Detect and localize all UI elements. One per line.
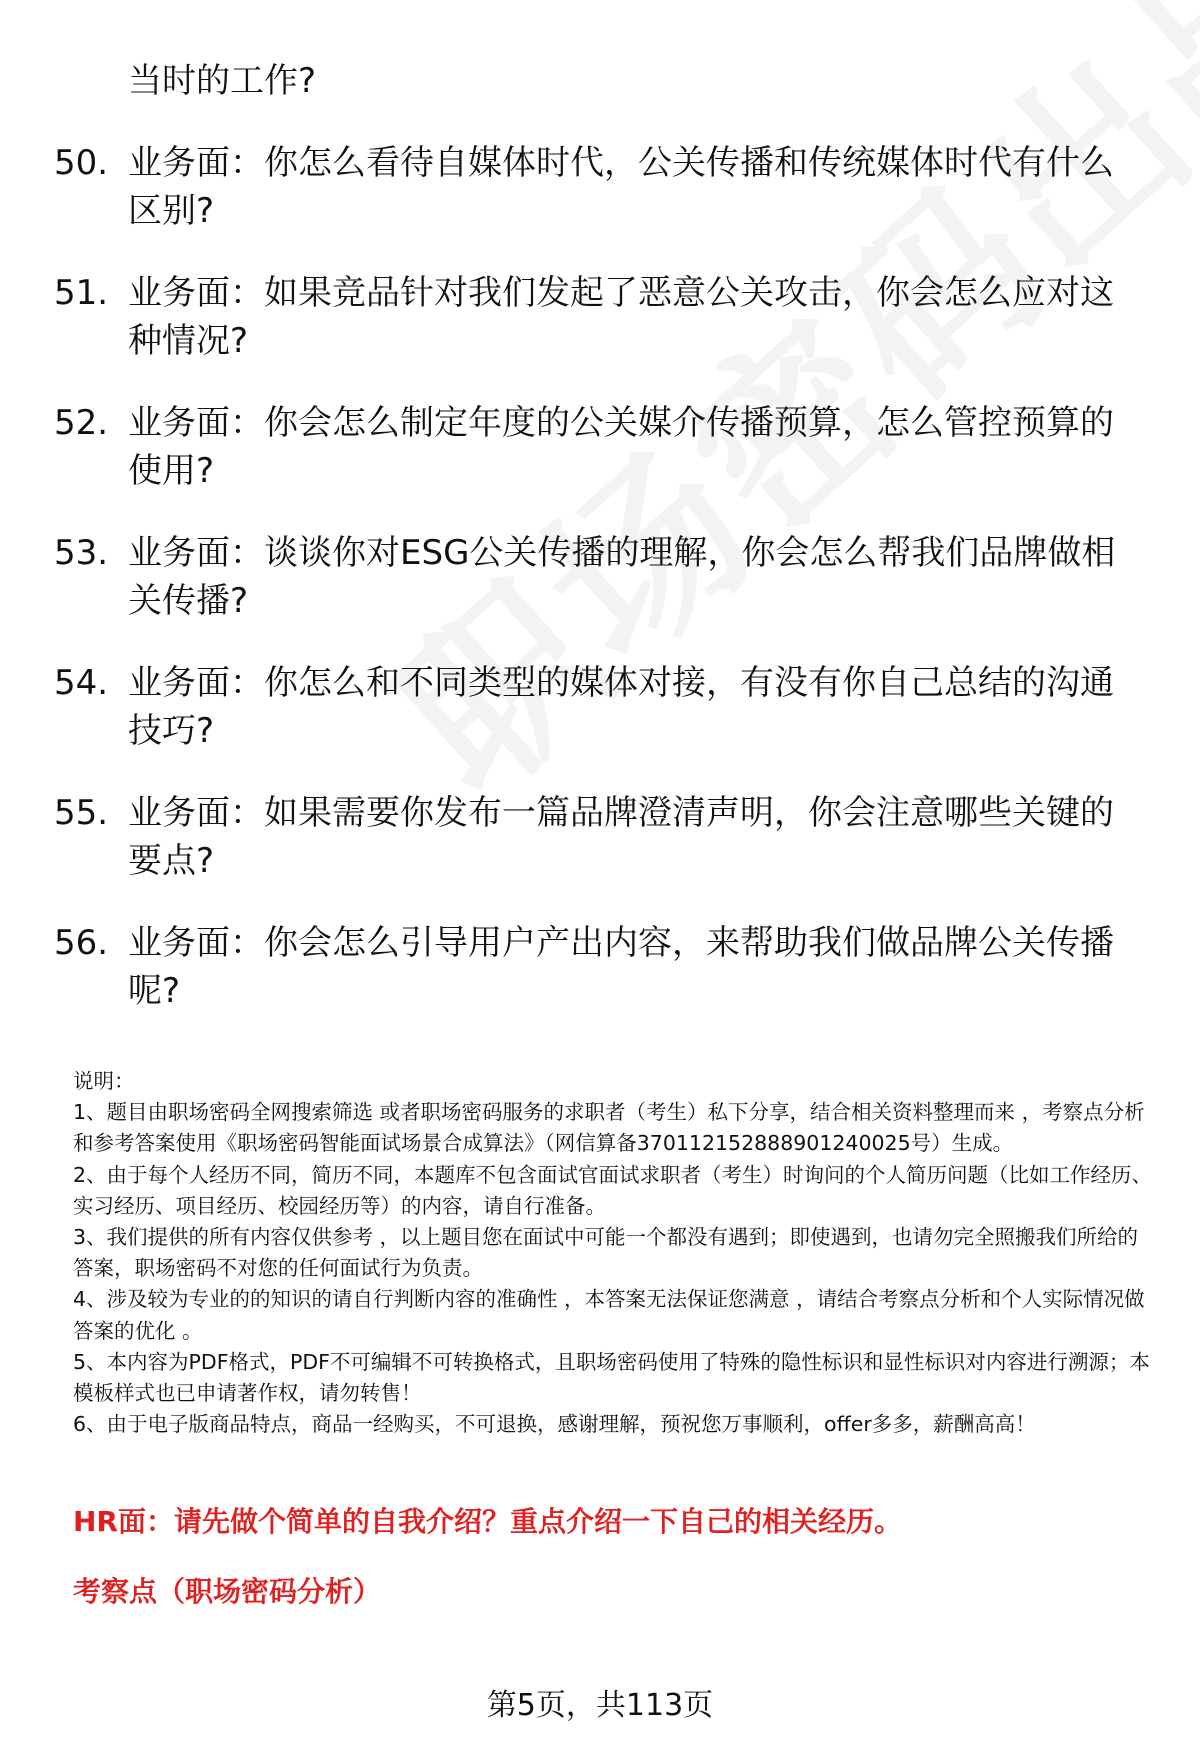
question-text: 业务面：如果需要你发布一篇品牌澄清声明，你会注意哪些关键的要点? <box>128 793 1114 881</box>
question-item <box>0 139 1138 235</box>
question-item <box>0 919 1138 1015</box>
question-number: 55. <box>54 793 109 833</box>
question-item <box>0 529 1138 625</box>
notes-item: 5、本内容为PDF格式，PDF不可编辑不可转换格式，且职场密码使用了特殊的隐性标识和显性标识对内容进行溯源；本模板样式也已申请著作权，请勿转售！ <box>73 1349 1150 1406</box>
questions <box>54 139 1138 1015</box>
question-text: 业务面：你怎么看待自媒体时代，公关传播和传统媒体时代有什么区别? <box>128 143 1114 231</box>
question-item <box>0 789 1138 885</box>
notes-item: 4、涉及较为专业的的知识的请自行判断内容的准确性 ，本答案无法保证您满意 ，请结合考察点分析和个人实际情况做答案的优化 。 <box>73 1287 1145 1343</box>
notes-item: 6、由于电子版商品特点，商品一经购买，不可退换，感谢理解，预祝您万事顺利，offer多多，薪酬高高！ <box>73 1412 1036 1437</box>
question-number: 56. <box>54 923 109 963</box>
notes-item: 2、由于每个人经历不同，简历不同，本题库不包含面试官面试求职者（考生）时询问的个人简历问题（比如工作经历、实习经历、项目经历、校园经历等）的内容，请自行准备。 <box>73 1162 1153 1218</box>
question-number: 51. <box>54 273 109 313</box>
question-text: 业务面：你会怎么制定年度的公关媒介传播预算，怎么管控预算的使用? <box>128 403 1114 491</box>
question-text: 业务面：你会怎么引导用户产出内容，来帮助我们做品牌公关传播呢? <box>128 923 1114 1011</box>
question-number: 52. <box>54 403 109 443</box>
question-item <box>0 659 1138 755</box>
question-number: 54. <box>54 663 109 703</box>
analysis-heading: 考察点（职场密码分析） <box>73 1575 382 1608</box>
page-footer: 第5页，共113页 <box>486 1688 714 1723</box>
question-text: 业务面：你怎么和不同类型的媒体对接，有没有你自己总结的沟通技巧? <box>128 663 1114 751</box>
notes-item: 3、我们提供的所有内容仅供参考 ，以上题目您在面试中可能一个都没有遇到；即使遇到，也请勿完全照搬我们所给的答案，职场密码不对您的任何面试行为负责。 <box>73 1225 1139 1281</box>
notes-title: 说明： <box>73 1069 135 1093</box>
hr-question-heading: HR面：请先做个简单的自我介绍？重点介绍一下自己的相关经历。 <box>73 1505 902 1538</box>
notes-item: 1、题目由职场密码全网搜索筛选 或者职场密码服务的求职者（考生）私下分享，结合相关资料整理而来 ，考察点分析和参考答案使用《职场密码智能面试场景合成算法》（网信算备370112152888901240025号）生成。 <box>73 1100 1145 1156</box>
question-text: 业务面：谈谈你对ESG公关传播的理解，你会怎么帮我们品牌做相关传播? <box>128 533 1116 621</box>
question-number: 53. <box>54 533 109 573</box>
notes-section <box>73 1066 1158 1440</box>
question-item <box>0 399 1138 495</box>
continuation-text: 当时的工作? <box>128 61 317 101</box>
question-list <box>54 57 1138 1015</box>
question-number: 50. <box>54 143 109 183</box>
question-item <box>0 269 1138 365</box>
question-text: 业务面：如果竞品针对我们发起了恶意公关攻击，你会怎么应对这种情况? <box>128 273 1114 361</box>
